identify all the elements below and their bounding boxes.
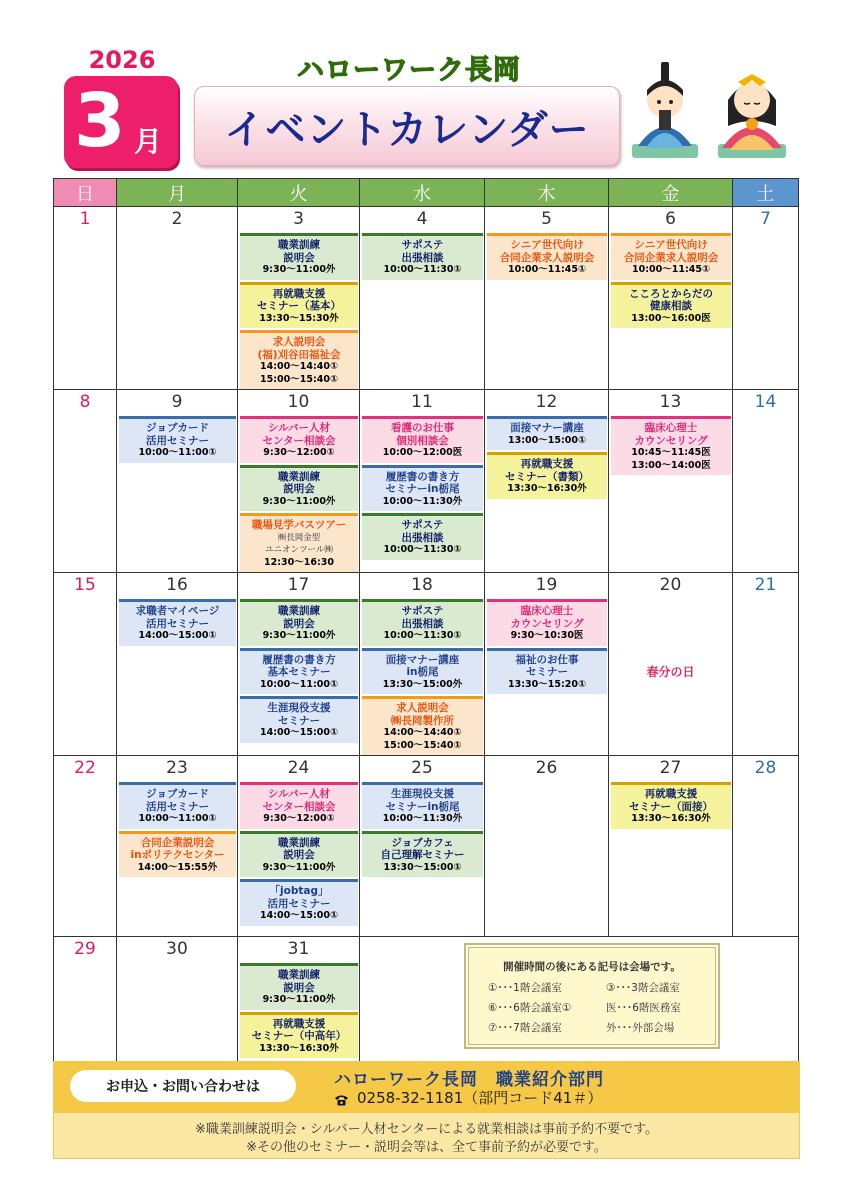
event-title: こころとからだの 健康相談 <box>629 287 713 312</box>
event-card <box>240 879 358 926</box>
day-cell <box>360 756 485 937</box>
event-title: 面接マナー講座 <box>510 422 584 434</box>
event-title: 生涯現役支援 セミナーin栃尾 <box>385 788 460 813</box>
event-card <box>611 416 731 475</box>
event-time: 13:30～15:00① <box>383 861 462 873</box>
day-number: 9 <box>171 392 183 412</box>
event-title: 生涯現役支援 セミナー <box>267 702 331 727</box>
event-title: 「jobtag」 活用セミナー <box>267 885 331 910</box>
event-title: 求人説明会 (福)刈谷田福祉会 <box>257 336 341 361</box>
day-number: 28 <box>754 758 777 778</box>
day-number: 29 <box>74 939 96 959</box>
event-card <box>487 452 607 499</box>
event-time: 10:00～11:45① <box>631 264 711 275</box>
week-row <box>54 756 799 937</box>
day-cell <box>733 937 799 1065</box>
event-card <box>362 782 483 829</box>
day-cell <box>733 573 799 756</box>
week-row <box>54 573 799 756</box>
event-card <box>611 782 731 829</box>
banner-title: イベントカレンダー <box>224 106 590 153</box>
event-time: 9:30～11:00外 <box>262 264 336 275</box>
day-cell <box>609 756 733 937</box>
day-cell <box>360 573 485 756</box>
contact-footer <box>53 1061 800 1159</box>
year-label: 2026 <box>88 46 156 74</box>
day-number: 13 <box>659 392 682 412</box>
event-card <box>240 599 358 646</box>
day-cell <box>609 207 733 390</box>
day-number: 10 <box>287 392 310 412</box>
day-cell <box>238 937 360 1065</box>
event-time: 14:00～14:40① 15:00～15:40① <box>259 361 339 385</box>
day-number: 6 <box>665 209 676 229</box>
legend-title: 開催時間の後にある記号は会場です。 <box>503 961 681 973</box>
event-card <box>240 782 358 829</box>
day-number: 8 <box>79 392 91 412</box>
event-card <box>487 416 607 450</box>
contact-bar <box>54 1061 799 1113</box>
event-time: 10:00～12:00医 <box>382 447 463 458</box>
event-time: 10:00～11:00① <box>259 678 339 690</box>
event-time: 14:00～15:00① <box>259 727 339 738</box>
event-time: 14:00～15:55外 <box>137 861 218 873</box>
calendar-table <box>53 178 799 1065</box>
event-card <box>240 831 358 878</box>
event-title: ジョブカード 活用セミナー <box>146 788 209 813</box>
event-card <box>240 465 358 512</box>
event-time: 9:30～11:00外 <box>262 630 336 641</box>
event-time: 13:30～15:00外 <box>382 678 463 690</box>
day-cell <box>485 573 609 756</box>
title-banner <box>194 86 620 166</box>
day-number: 27 <box>659 758 682 778</box>
event-card <box>362 696 483 755</box>
day-cell <box>117 207 238 390</box>
phone-number: 0258-32-1181（部門コード41＃） <box>357 1089 603 1107</box>
day-number: 15 <box>74 575 96 595</box>
event-title: 再就職支援 セミナー（中高年） <box>251 1017 347 1042</box>
hina-dolls-illustration <box>628 56 790 162</box>
event-time: 13:30～15:20① <box>507 678 587 690</box>
legend-item: ⑦･･･7階会議室 <box>488 1022 562 1034</box>
event-title: サポステ 出張相談 <box>401 519 444 544</box>
weekday-header: 月 <box>117 179 238 207</box>
event-card <box>362 599 483 646</box>
weekday-header: 日 <box>54 179 117 207</box>
day-cell <box>54 207 117 390</box>
legend-row <box>488 1020 674 1035</box>
event-card <box>119 599 236 646</box>
day-number: 17 <box>287 575 310 595</box>
event-card <box>240 696 358 743</box>
month-badge <box>64 76 178 168</box>
day-cell <box>117 390 238 573</box>
event-time: 13:00～16:00医 <box>631 312 711 324</box>
event-title: シルバー人材 センター相談会 <box>262 422 336 447</box>
legend-row <box>488 980 680 995</box>
event-title: 履歴書の書き方 基本セミナー <box>262 653 336 678</box>
event-card <box>240 330 358 389</box>
note-no-reservation: ※職業訓練説明会・シルバー人材センターによる就業相談は事前予約不要です。 <box>194 1122 659 1137</box>
day-cell <box>117 756 238 937</box>
event-card <box>487 599 607 646</box>
day-number: 5 <box>541 209 552 229</box>
event-title: 臨床心理士 カウンセリング <box>510 605 584 630</box>
event-time: 14:00～14:40① 15:00～15:40① <box>383 727 462 751</box>
day-cell <box>360 390 485 573</box>
day-cell <box>54 937 117 1065</box>
event-time: 10:00～11:30① <box>383 264 462 275</box>
event-title: 職場見学バスツアー <box>251 519 347 531</box>
event-title: 履歴書の書き方 セミナーin栃尾 <box>385 470 460 495</box>
weekday-header: 金 <box>609 179 733 207</box>
legend-item: 医･･･6階医務室 <box>606 1002 681 1014</box>
day-cell <box>733 756 799 937</box>
day-number: 12 <box>535 392 558 412</box>
weekday-header: 木 <box>485 179 609 207</box>
day-number: 31 <box>287 939 310 959</box>
day-number: 22 <box>74 758 96 778</box>
event-title: ジョブカード 活用セミナー <box>146 422 209 447</box>
legend-row <box>488 1000 681 1015</box>
event-time: 12:30～16:30 <box>264 556 334 568</box>
event-title: 職業訓練 説明会 <box>278 969 320 994</box>
event-title: 再就職支援 セミナー（面接） <box>629 788 713 813</box>
day-cell <box>485 390 609 573</box>
office-title: ハローワーク長岡 <box>297 55 521 86</box>
legend-item: 外･･･外部会場 <box>606 1022 675 1034</box>
day-cell <box>54 390 117 573</box>
holiday-label: 春分の日 <box>646 665 695 679</box>
event-time: 10:00～11:30外 <box>382 813 463 824</box>
weekday-header: 火 <box>238 179 360 207</box>
weekday-header: 水 <box>360 179 485 207</box>
event-card <box>362 233 483 280</box>
event-time: 13:30～16:30外 <box>259 1042 339 1054</box>
day-cell <box>360 207 485 390</box>
event-time: 13:30～16:30外 <box>631 813 711 824</box>
event-title: 面接マナー講座 in栃尾 <box>385 653 460 678</box>
event-time: 9:30～12:00① <box>263 447 335 458</box>
event-title: 求職者マイページ 活用セミナー <box>135 605 220 630</box>
day-number: 2 <box>171 209 183 229</box>
venue-legend <box>464 943 720 1049</box>
contact-phone <box>334 1087 602 1108</box>
event-card <box>119 416 236 463</box>
event-title: 再就職支援 セミナー（基本） <box>257 287 341 312</box>
contact-department: ハローワーク長岡 職業紹介部門 <box>334 1070 604 1090</box>
event-companies: ㈱長岡金型 ユニオンツール㈱ <box>265 532 333 555</box>
day-cell <box>733 207 799 390</box>
event-card <box>487 233 607 280</box>
event-time: 13:30～15:30外 <box>259 312 339 324</box>
event-card <box>611 282 731 329</box>
legend-item: ⑥･･･6階会議室① <box>488 1002 572 1014</box>
event-title: 福祉のお仕事 セミナー <box>515 653 579 678</box>
note-reservation-required: ※その他のセミナー・説明会等は、全て事前予約が必要です。 <box>246 1140 607 1155</box>
event-title: 職業訓練 説明会 <box>278 239 320 264</box>
event-title: サポステ 出張相談 <box>401 239 444 264</box>
day-cell <box>609 573 733 756</box>
event-time: 14:00～15:00① <box>259 910 339 921</box>
day-cell <box>117 937 238 1065</box>
event-title: シルバー人材 センター相談会 <box>262 788 336 813</box>
event-title: サポステ 出張相談 <box>401 605 444 630</box>
event-card <box>240 963 358 1010</box>
event-title: 職業訓練 説明会 <box>278 836 320 861</box>
event-card <box>362 465 483 512</box>
event-card <box>240 282 358 329</box>
legend-item: ③･･･3階会議室 <box>606 982 680 994</box>
event-card <box>362 648 483 695</box>
event-title: 合同企業説明会 inポリテクセンター <box>130 836 225 861</box>
event-card <box>240 1012 358 1059</box>
day-number: 18 <box>411 575 433 595</box>
event-time: 9:30～11:00外 <box>262 495 336 507</box>
day-number: 21 <box>754 575 777 595</box>
event-title: 臨床心理士 カウンセリング <box>634 422 708 447</box>
day-cell <box>733 390 799 573</box>
day-number: 3 <box>293 209 304 229</box>
day-cell <box>485 207 609 390</box>
event-card <box>487 648 607 695</box>
day-number: 16 <box>166 575 188 595</box>
event-card <box>362 513 483 560</box>
event-time: 9:30～11:00外 <box>262 994 336 1005</box>
event-time: 10:00～11:00① <box>138 813 217 824</box>
event-time: 10:00～11:45① <box>507 264 587 275</box>
event-card <box>611 233 731 280</box>
day-number: 24 <box>287 758 310 778</box>
legend-item: ①･･･1階会議室 <box>488 982 562 994</box>
event-card <box>240 648 358 695</box>
phone-icon <box>334 1092 349 1104</box>
event-title: 職業訓練 説明会 <box>278 470 320 495</box>
event-title: シニア世代向け 合同企業求人説明会 <box>499 239 595 264</box>
event-card <box>362 831 483 878</box>
day-cell <box>238 207 360 390</box>
day-number: 19 <box>535 575 558 595</box>
event-time: 9:30～10:30医 <box>510 630 584 641</box>
event-time: 14:00～15:00① <box>138 630 217 641</box>
event-time: 10:00～11:30外 <box>382 495 463 507</box>
day-number: 25 <box>411 758 433 778</box>
event-title: 求人説明会 ㈱長岡製作所 <box>391 702 454 727</box>
day-number: 4 <box>416 209 428 229</box>
day-number: 1 <box>79 209 91 229</box>
day-number: 23 <box>166 758 188 778</box>
event-time: 10:45～11:45医 13:00～14:00医 <box>631 447 711 471</box>
event-title: 再就職支援 セミナー（書類） <box>505 458 589 483</box>
event-time: 13:30～16:30外 <box>507 483 587 494</box>
day-number: 11 <box>411 392 433 412</box>
event-card <box>240 233 358 280</box>
event-title: 看護のお仕事 個別相談会 <box>391 422 454 447</box>
day-number: 7 <box>760 209 771 229</box>
day-cell <box>238 573 360 756</box>
week-row <box>54 207 799 390</box>
inquiry-label: お申込・お問い合わせは <box>70 1070 296 1102</box>
day-cell <box>54 756 117 937</box>
month-number: 3 <box>74 78 126 164</box>
day-number <box>733 937 799 961</box>
event-time: 13:00～15:00① <box>507 434 587 446</box>
event-title: ジョブカフェ 自己理解セミナー <box>380 836 465 861</box>
event-card <box>119 782 236 829</box>
day-number: 14 <box>754 392 777 412</box>
event-time: 10:00～11:30① <box>383 544 462 555</box>
day-cell <box>485 756 609 937</box>
day-number: 26 <box>535 758 558 778</box>
event-time: 10:00～11:30① <box>383 630 462 641</box>
event-card <box>240 513 358 572</box>
event-title: 職業訓練 説明会 <box>278 605 320 630</box>
day-number: 30 <box>166 939 188 959</box>
week-row <box>54 390 799 573</box>
event-card <box>240 416 358 463</box>
day-cell <box>117 573 238 756</box>
day-number: 20 <box>659 575 682 595</box>
event-card <box>362 416 483 463</box>
month-suffix: 月 <box>134 125 163 158</box>
day-cell <box>609 390 733 573</box>
weekday-header: 土 <box>733 179 799 207</box>
event-title: シニア世代向け 合同企業求人説明会 <box>623 239 719 264</box>
day-cell <box>238 390 360 573</box>
event-time: 9:30～12:00① <box>263 813 335 824</box>
event-time: 9:30～11:00外 <box>262 861 336 873</box>
day-cell <box>238 756 360 937</box>
event-time: 10:00～11:00① <box>138 447 217 458</box>
event-card <box>119 831 236 878</box>
day-cell <box>54 573 117 756</box>
